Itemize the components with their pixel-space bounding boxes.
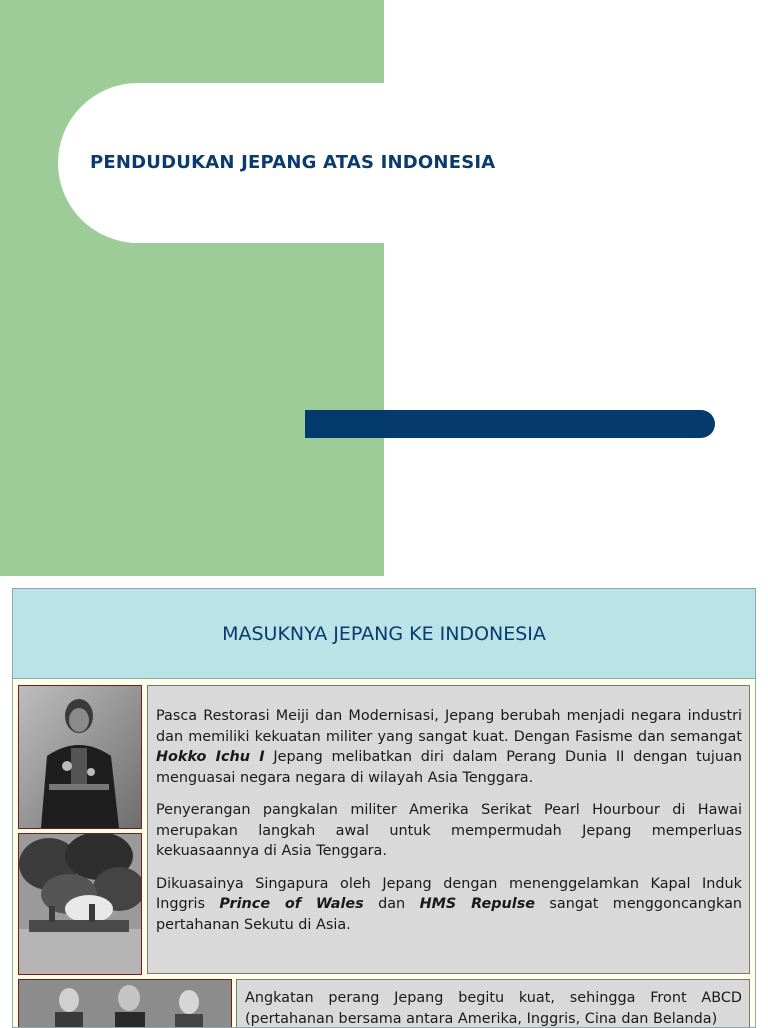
hms-repulse-emphasis: HMS Repulse [419,896,536,912]
decorative-bar [305,410,715,438]
slide-heading: MASUKNYA JEPANG KE INDONESIA [222,623,546,645]
pearl-harbor-photo [18,833,142,975]
prince-of-wales-emphasis: Prince of Wales [219,896,364,912]
paragraph-abcd: Angkatan perang Jepang begitu kuat, sehingga Front ABCD (pertahanan bersama antara Amerika, Inggris, Cina dan Belanda) [245,990,742,1027]
slide-header [13,589,755,679]
paragraph-meiji: Pasca Restorasi Meiji dan Modernisasi, Jepang berubah menjadi negara industri dan memiliki kekuatan militer yang sangat kuat. Dengan Fasisme dan semangat Hokko Ichu I Jepang melibatkan diri dalam Perang Dunia II dengan tujuan menguasai negara negara di wilayah Asia Tenggara. [156,708,742,786]
content-slide [12,588,756,1028]
emperor-portrait-photo [18,685,142,829]
main-text-box [147,685,750,974]
paragraph-singapore: Dikuasainya Singapura oleh Jepang dengan menenggelamkan Kapal Induk Inggris Prince of Wales dan HMS Repulse sangat menggoncangkan pertahanan Sekutu di Asia. [156,875,743,933]
secondary-text-box [236,979,750,1028]
slide-title: PENDUDUKAN JEPANG ATAS INDONESIA [90,152,496,173]
hokko-ichu-emphasis: Hokko Ichu I [156,749,265,765]
paragraph-pearl-harbor: Penyerangan pangkalan militer Amerika Serikat Pearl Hourbour di Hawai merupakan langkah awal untuk mempermudah Jepang memperluas kekuasaannya di Asia Tenggara. [156,802,742,859]
soldiers-photo [18,979,232,1028]
